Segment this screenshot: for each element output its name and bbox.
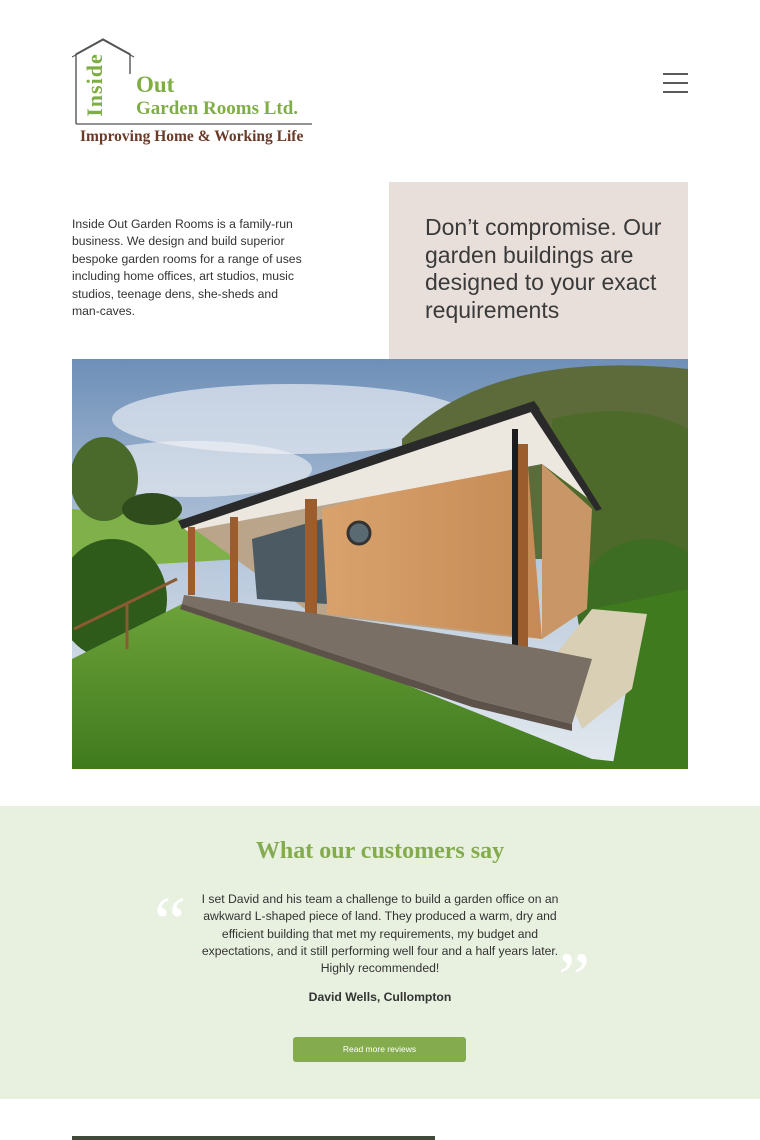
hamburger-menu-icon[interactable] [660, 70, 690, 96]
read-more-reviews-button[interactable]: Read more reviews [293, 1037, 466, 1062]
intro-paragraph: Inside Out Garden Rooms is a family-run business. We design and build superior bespoke garden rooms for a range of uses including home offices, art studios, music studios, teenage dens, she-sheds and man-caves. [72, 217, 302, 319]
open-quote-icon: “ [154, 882, 186, 962]
close-quote-icon: ” [558, 938, 590, 1018]
testimonials-section [0, 806, 760, 1099]
testimonial-author: David Wells, Cullompton [308, 990, 452, 1004]
testimonials-heading: What our customers say [255, 838, 505, 864]
testimonial-quote: I set David and his team a challenge to build a garden office on an awkward L-shaped piece of land. They produced a warm, dry and efficient building that met my requirements, my budget and expectations, and it still performing well four and a half years later. Highly recommended! [201, 892, 559, 976]
logo-company-name: Garden Rooms Ltd. [136, 98, 299, 119]
logo-tagline: Improving Home & Working Life [80, 128, 304, 145]
logo-out-text: Out [136, 72, 175, 97]
logo-inside-text: Inside [82, 53, 107, 117]
promo-box [389, 182, 688, 359]
next-section-photo [72, 1136, 435, 1140]
hero-garden-room-photo [72, 359, 688, 769]
promo-heading: Don’t compromise. Our garden buildings are designed to your exact requirements [425, 214, 662, 323]
